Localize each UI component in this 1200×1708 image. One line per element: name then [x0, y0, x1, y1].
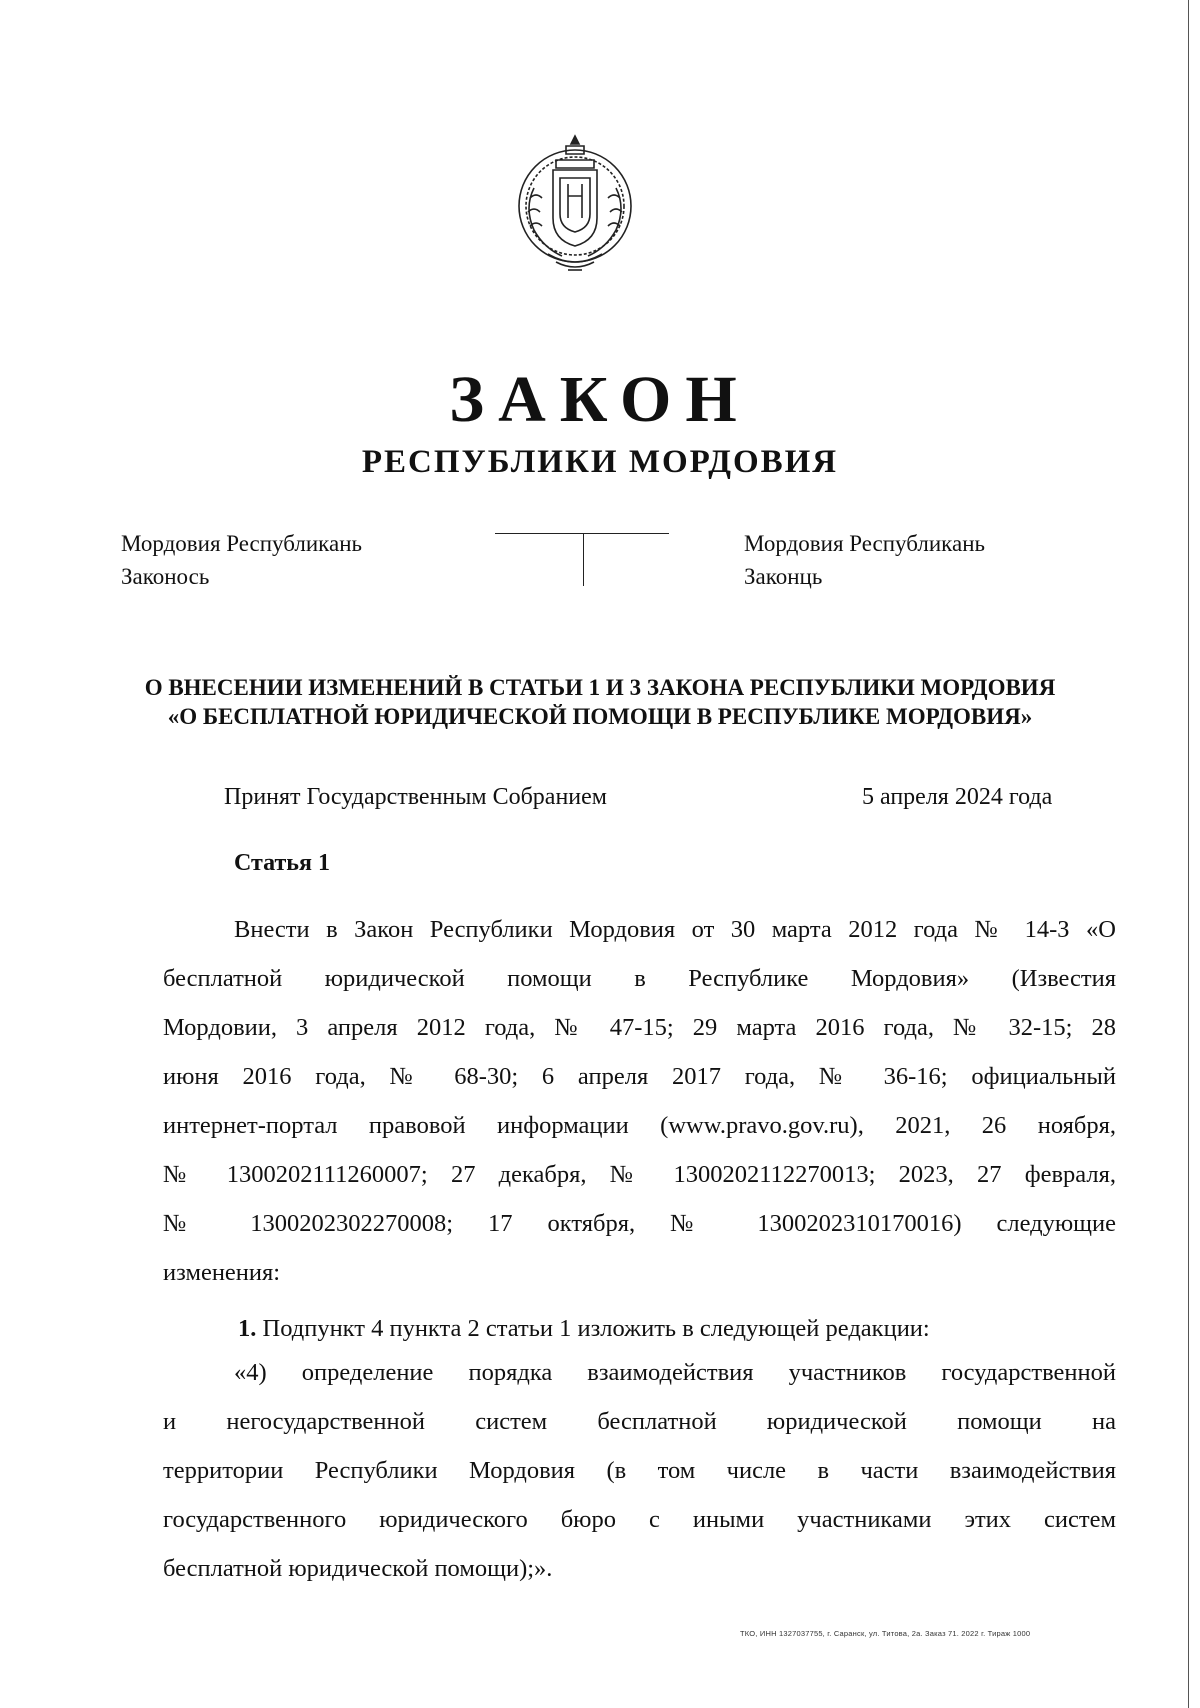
paragraph-line: государственного юридического бюро с иными участниками этих систем	[163, 1506, 1116, 1533]
law-heading	[60, 673, 1140, 731]
paragraph-line: интернет-портал правовой информации (www.pravo.gov.ru), 2021, 26 ноября,	[163, 1112, 1116, 1139]
heading-line-1: О ВНЕСЕНИИ ИЗМЕНЕНИЙ В СТАТЬИ 1 И 3 ЗАКОНА РЕСПУБЛИКИ МОРДОВИЯ	[144, 675, 1056, 700]
moksha-text: Мордовия Республикань Законось	[121, 531, 363, 589]
paragraph-line: июня 2016 года, № 68-30; 6 апреля 2017 года, № 36-16; официальный	[163, 1063, 1116, 1090]
moksha-title	[121, 527, 421, 593]
paragraph-line: Внести в Закон Республики Мордовия от 30 марта 2012 года № 14-З «О	[234, 916, 1116, 943]
paragraph-line: территории Республики Мордовия (в том числе в части взаимодействия	[163, 1457, 1116, 1484]
item-number: 1.	[238, 1315, 257, 1342]
print-footer: ТКО, ИНН 1327037755, г. Саранск, ул. Титова, 2а. Заказ 71. 2022 г. Тираж 1000	[740, 1629, 1031, 1638]
adopted-date: 5 апреля 2024 года	[862, 784, 1053, 810]
paragraph-line: изменения:	[163, 1259, 281, 1286]
paragraph-line: Мордовии, 3 апреля 2012 года, № 47-15; 29 марта 2016 года, № 32-15; 28	[163, 1014, 1116, 1041]
paragraph-line: «4) определение порядка взаимодействия участников государственной	[234, 1359, 1116, 1386]
paragraph-line: № 1300202302270008; 17 октября, № 1300202310170016) следующие	[163, 1210, 1116, 1237]
law-title: ЗАКОН	[449, 363, 751, 436]
coat-of-arms-icon	[508, 128, 642, 280]
scan-edge-line	[1188, 0, 1189, 1708]
header-divider-horizontal	[495, 533, 669, 534]
paragraph-line: бесплатной юридической помощи);».	[163, 1555, 553, 1582]
adopted-label: Принят Государственным Собранием	[224, 784, 607, 810]
law-subtitle: РЕСПУБЛИКИ МОРДОВИЯ	[361, 444, 839, 480]
amendment-item-1	[238, 1304, 930, 1353]
paragraph-line: бесплатной юридической помощи в Республике Мордовия» (Известия	[163, 965, 1116, 992]
paragraph-line: № 1300202111260007; 27 декабря, № 1300202112270013; 2023, 27 февраля,	[163, 1161, 1116, 1188]
article-title: Статья 1	[234, 850, 330, 876]
article-paragraph-2	[163, 1348, 1116, 1593]
item-text: Подпункт 4 пункта 2 статьи 1 изложить в следующей редакции:	[262, 1315, 930, 1342]
erzya-title	[744, 527, 1044, 593]
paragraph-line: и негосударственной систем бесплатной юридической помощи на	[163, 1408, 1116, 1435]
article-paragraph-1	[163, 905, 1116, 1297]
erzya-text: Мордовия Республикань Законць	[744, 531, 986, 589]
heading-line-2: «О БЕСПЛАТНОЙ ЮРИДИЧЕСКОЙ ПОМОЩИ В РЕСПУБЛИКЕ МОРДОВИЯ»	[167, 704, 1033, 729]
header-divider-vertical	[583, 534, 584, 586]
